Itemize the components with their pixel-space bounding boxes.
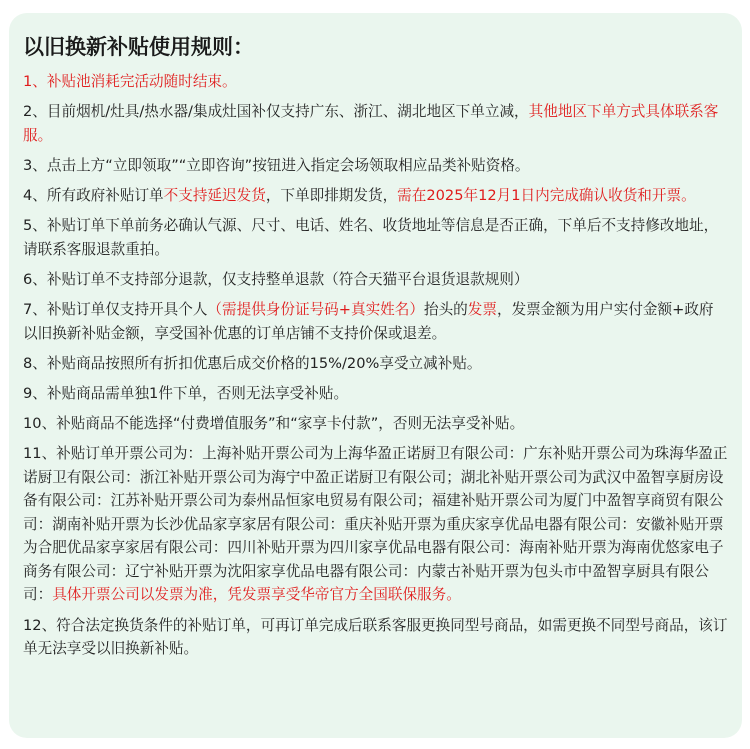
rule-highlight-text: 其他地区下单方式具体联系客服。 [23,103,719,144]
rule-item-2 [23,100,728,147]
rule-item-3 [23,154,728,178]
rule-item-10 [23,412,728,436]
rule-item-12 [23,614,728,661]
rule-item-4 [23,184,728,208]
rule-highlight-text: 1、补贴池消耗完活动随时结束。 [23,73,237,90]
rule-highlight-text: 具体开票公司以发票为准，凭发票享受华帝官方全国联保服务。 [52,586,461,604]
rule-text: ，下单即排期发货， [265,187,398,205]
rule-text: 12、符合法定换货条件的补贴订单，可再订单完成后联系客服更换同型号商品，如需更换不同型号商品，该订单无法享受以旧换新补贴。 [23,616,728,658]
rule-highlight-text: （需提供身份证号码+真实姓名） [207,301,424,319]
rule-text: ，发票金额为用户实付金额+政府以旧换新补贴金额，享受国补优惠的订单店铺不支持价保或退差。 [23,301,714,342]
rule-highlight-text: 发票 [467,301,497,319]
rule-text: 7、补贴订单仅支持开具个人 [23,301,208,319]
rule-item-1 [23,70,728,94]
rule-text: 5、补贴订单下单前务必确认气源、尺寸、电话、姓名、收货地址等信息是否正确，下单后不支持修改地址，请联系客服退款重拍。 [23,217,719,258]
rule-item-9 [23,382,728,406]
rules-list [23,70,728,661]
rule-text: 9、补贴商品需单独1件下单，否则无法享受补贴。 [23,385,349,402]
rule-highlight-text: 需在2025年12月1日内完成确认收货和开票。 [397,187,696,205]
rule-text: 10、补贴商品不能选择“付费增值服务”和“家享卡付款”，否则无法享受补贴。 [23,415,525,433]
rule-item-11 [23,442,728,607]
rule-text: 抬头的 [423,301,468,319]
rule-text: 2、目前烟机/灶具/热水器/集成灶国补仅支持广东、浙江、湖北地区下单立减， [23,103,529,121]
rule-item-7 [23,298,728,345]
rules-panel [9,13,742,738]
rule-text: 11、补贴订单开票公司为：上海补贴开票公司为上海华盈正诺厨卫有限公司：广东补贴开票公司为珠海华盈正诺厨卫有限公司：浙江补贴开票公司为海宁中盈正诺厨卫有限公司；湖北补贴开票公司为武汉中盈智享厨房设备有限公司：江苏补贴开票公司为泰州品恒家电贸易有限公司；福建补贴开票公司为厦门中盈智享商贸有限公司：湖南补贴开票为长沙优品家享家居有限公司：重庆补贴开票为重庆家享优品电器有限公司：安徽补贴开票为合肥优品家享家居有限公司：四川补贴开票为四川家享优品电器有限公司：海南补贴开票为海南优悠家电子商务有限公司：辽宁补贴开票为沈阳家享优品电器有限公司：内蒙古补贴开票为包头市中盈智享厨具有限公司： [23,445,728,604]
rule-text: 4、所有政府补贴订单 [23,187,164,205]
rule-item-6 [23,268,728,292]
rule-highlight-text: 不支持延迟发货 [163,187,266,205]
rule-text: 8、补贴商品按照所有折扣优惠后成交价格的15%/20%享受立减补贴。 [23,354,482,372]
rules-title: 以旧换新补贴使用规则： [23,35,254,59]
rule-text: 6、补贴订单不支持部分退款，仅支持整单退款（符合天猫平台退货退款规则） [23,270,529,288]
rule-item-5 [23,214,728,261]
rule-item-8 [23,352,728,376]
rule-text: 3、点击上方“立即领取”“立即咨询”按钮进入指定会场领取相应品类补贴资格。 [23,156,530,174]
